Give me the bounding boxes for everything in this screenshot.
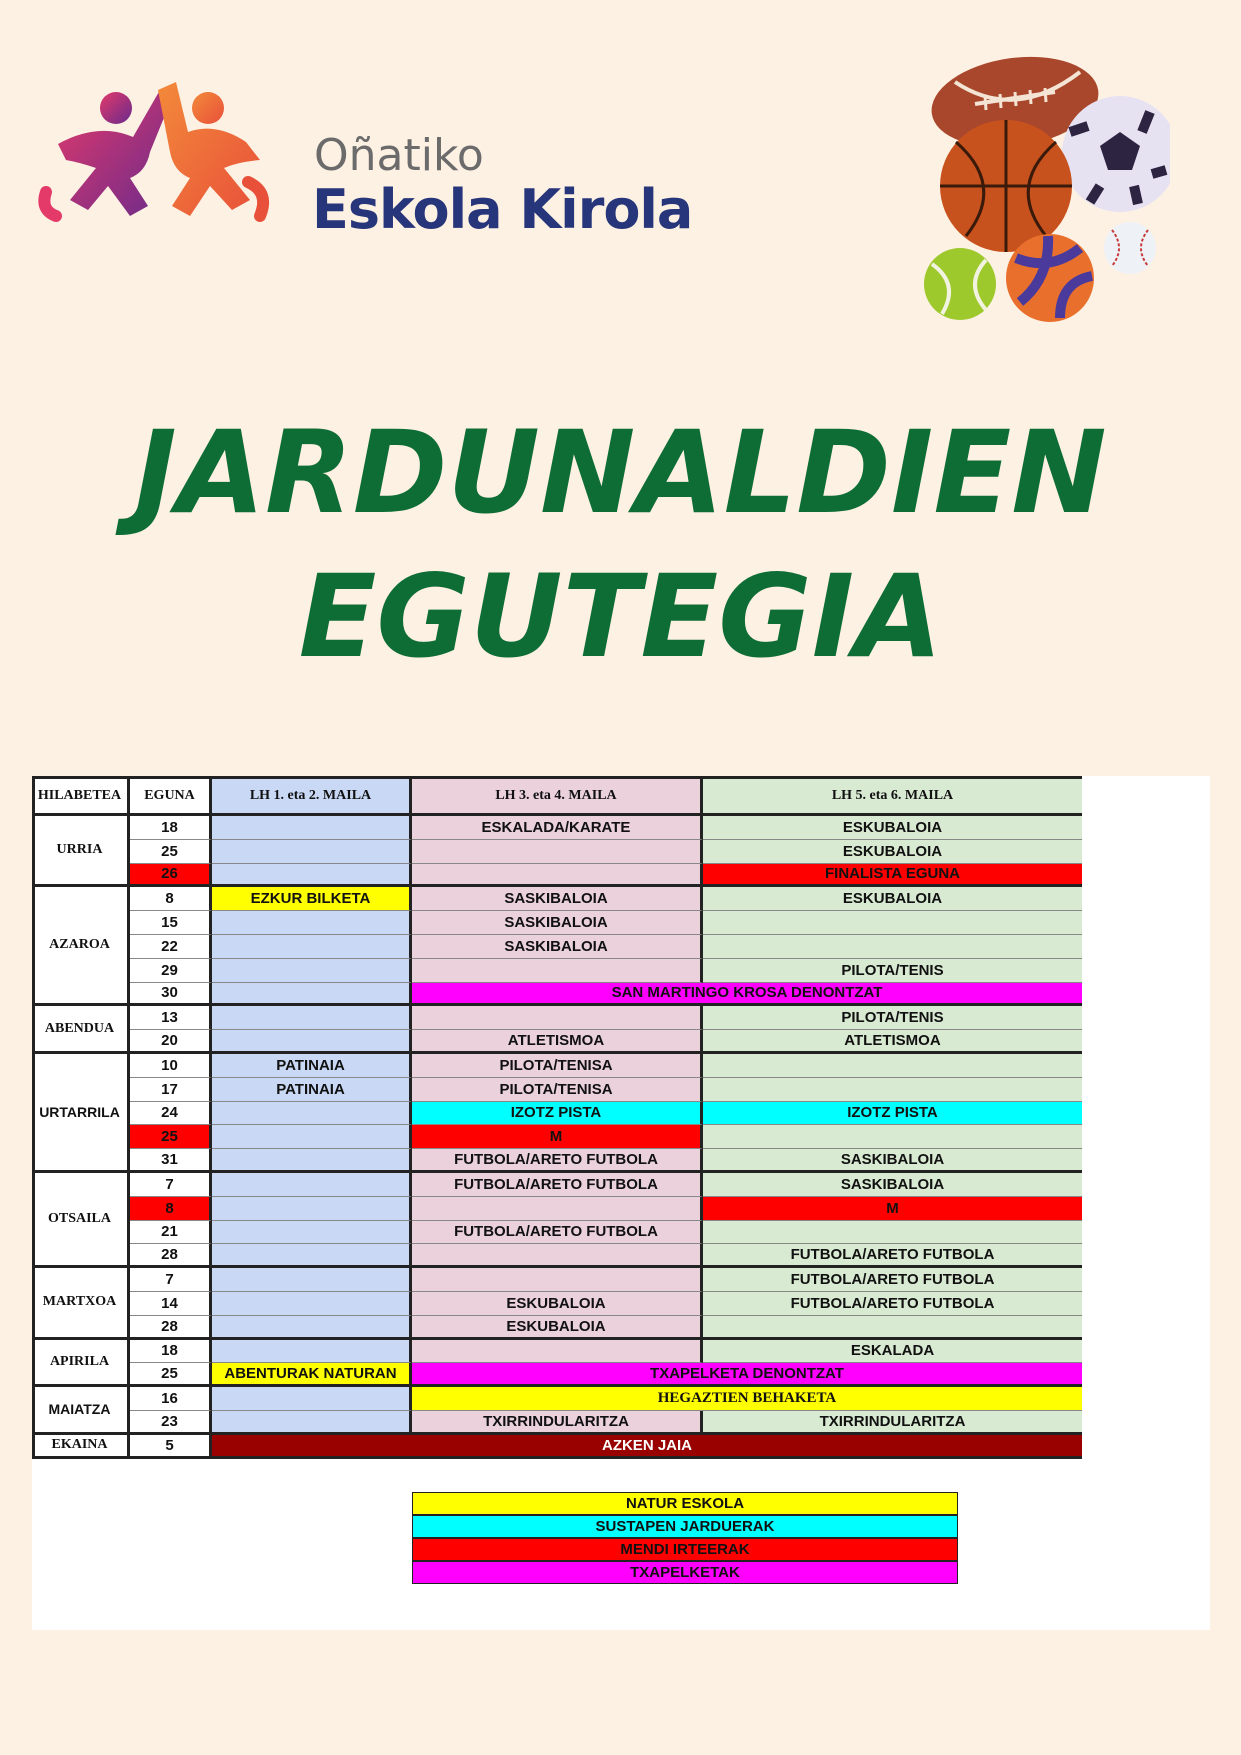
activity-cell-lh34: ESKALADA/KARATE (412, 816, 703, 840)
day-cell: 30 (130, 983, 212, 1007)
day-cell: 22 (130, 935, 212, 959)
activity-cell-lh12 (212, 1387, 412, 1411)
activity-cell-lh12 (212, 1221, 412, 1245)
column-header: HILABETEA (32, 779, 130, 816)
day-cell: 8 (130, 1197, 212, 1221)
activity-cell-lh34 (412, 864, 703, 888)
column-header: LH 5. eta 6. MAILA (703, 779, 1082, 816)
activity-cell-lh34 (412, 1197, 703, 1221)
activity-cell-lh34 (412, 840, 703, 864)
sports-balls-illustration (920, 52, 1170, 327)
day-cell: 20 (130, 1030, 212, 1054)
day-cell: 25 (130, 1125, 212, 1149)
activity-cell-lh12 (212, 840, 412, 864)
legend-item: NATUR ESKOLA (412, 1492, 958, 1515)
activity-cell-lh12 (212, 1197, 412, 1221)
day-cell: 29 (130, 959, 212, 983)
activity-cell-lh12 (212, 935, 412, 959)
activity-cell-lh12 (212, 1411, 412, 1435)
activity-cell-lh56 (703, 911, 1082, 935)
logo-line2: Eskola Kirola (312, 178, 693, 241)
legend-item: SUSTAPEN JARDUERAK (412, 1515, 958, 1538)
day-cell: 26 (130, 864, 212, 888)
activity-cell-lh56: PILOTA/TENIS (703, 1006, 1082, 1030)
day-cell: 13 (130, 1006, 212, 1030)
day-cell: 25 (130, 1363, 212, 1387)
day-cell: 7 (130, 1268, 212, 1292)
column-header: EGUNA (130, 779, 212, 816)
activity-cell-lh56: ESKUBALOIA (703, 887, 1082, 911)
activity-cell-lh12 (212, 1173, 412, 1197)
activity-cell-lh56 (703, 935, 1082, 959)
calendar-sheet (32, 776, 1210, 1630)
activity-cell-lh56 (703, 1078, 1082, 1102)
activity-cell-lh34: PILOTA/TENISA (412, 1078, 703, 1102)
day-cell: 8 (130, 887, 212, 911)
activity-cell-lh12 (212, 1244, 412, 1268)
activity-cell-lh34 (412, 1244, 703, 1268)
activity-cell-lh34: M (412, 1125, 703, 1149)
activity-cell-lh34: ESKUBALOIA (412, 1316, 703, 1340)
activity-cell-lh34: FUTBOLA/ARETO FUTBOLA (412, 1221, 703, 1245)
day-cell: 31 (130, 1149, 212, 1173)
day-cell: 24 (130, 1102, 212, 1126)
activity-cell-lh56: SASKIBALOIA (703, 1173, 1082, 1197)
basketball-icon (940, 120, 1072, 252)
activity-cell-lh56: IZOTZ PISTA (703, 1102, 1082, 1126)
day-cell: 21 (130, 1221, 212, 1245)
activity-cell-lh34: PILOTA/TENISA (412, 1054, 703, 1078)
activity-cell-lh34 (412, 959, 703, 983)
activity-cell-lh12 (212, 1268, 412, 1292)
month-cell: AZAROA (32, 887, 130, 1006)
day-cell: 28 (130, 1316, 212, 1340)
activity-cell-lh34 (412, 1340, 703, 1364)
activity-cell-lh34: FUTBOLA/ARETO FUTBOLA (412, 1149, 703, 1173)
activity-cell-lh56: FUTBOLA/ARETO FUTBOLA (703, 1244, 1082, 1268)
day-cell: 18 (130, 816, 212, 840)
activity-cell-lh12 (212, 1006, 412, 1030)
day-cell: 23 (130, 1411, 212, 1435)
activity-cell-lh56: FUTBOLA/ARETO FUTBOLA (703, 1292, 1082, 1316)
activity-cell-lh12 (212, 1149, 412, 1173)
activity-cell-lh3456: SAN MARTINGO KROSA DENONTZAT (412, 983, 1082, 1007)
activity-cell-lh56 (703, 1125, 1082, 1149)
activity-cell-lh12 (212, 959, 412, 983)
activity-cell-lh56: ATLETISMOA (703, 1030, 1082, 1054)
day-cell: 28 (130, 1244, 212, 1268)
activity-cell-lh34: SASKIBALOIA (412, 887, 703, 911)
page-title-line2: EGUTEGIA (298, 550, 943, 683)
month-cell: URRIA (32, 816, 130, 887)
activity-cell-lh12 (212, 816, 412, 840)
day-cell: 10 (130, 1054, 212, 1078)
activity-cell-lh34 (412, 1006, 703, 1030)
month-cell: ABENDUA (32, 1006, 130, 1054)
activity-cell-lh12: ABENTURAK NATURAN (212, 1363, 412, 1387)
activity-cell-lh56 (703, 1054, 1082, 1078)
activity-cell-lh12 (212, 1340, 412, 1364)
column-header: LH 3. eta 4. MAILA (412, 779, 703, 816)
legend-item: TXAPELKETAK (412, 1561, 958, 1584)
month-cell: APIRILA (32, 1340, 130, 1388)
activity-cell-lh34: SASKIBALOIA (412, 935, 703, 959)
day-cell: 17 (130, 1078, 212, 1102)
legend-item: MENDI IRTEERAK (412, 1538, 958, 1561)
day-cell: 25 (130, 840, 212, 864)
month-cell: MARTXOA (32, 1268, 130, 1339)
activity-cell-lh56: TXIRRINDULARITZA (703, 1411, 1082, 1435)
activity-cell-lh34: ATLETISMOA (412, 1030, 703, 1054)
month-cell: EKAINA (32, 1435, 130, 1459)
activity-cell-lh3456: TXAPELKETA DENONTZAT (412, 1363, 1082, 1387)
column-header: LH 1. eta 2. MAILA (212, 779, 412, 816)
runner-figure-right-icon (158, 82, 263, 216)
runner-figure-left-icon (44, 90, 172, 216)
activity-cell-lh12 (212, 1125, 412, 1149)
activity-cell-lh56: SASKIBALOIA (703, 1149, 1082, 1173)
day-cell: 18 (130, 1340, 212, 1364)
volleyball-icon (1006, 234, 1094, 322)
day-cell: 7 (130, 1173, 212, 1197)
activity-cell-all: AZKEN JAIA (212, 1435, 1082, 1459)
day-cell: 5 (130, 1435, 212, 1459)
activity-cell-lh56: FINALISTA EGUNA (703, 864, 1082, 888)
day-cell: 14 (130, 1292, 212, 1316)
activity-cell-lh34: ESKUBALOIA (412, 1292, 703, 1316)
baseball-icon (1104, 222, 1156, 274)
month-cell: OTSAILA (32, 1173, 130, 1268)
activity-cell-lh12: PATINAIA (212, 1054, 412, 1078)
activity-cell-lh3456: HEGAZTIEN BEHAKETA (412, 1387, 1082, 1411)
activity-cell-lh34: IZOTZ PISTA (412, 1102, 703, 1126)
activity-cell-lh56: PILOTA/TENIS (703, 959, 1082, 983)
activity-cell-lh12 (212, 1292, 412, 1316)
activity-cell-lh34: TXIRRINDULARITZA (412, 1411, 703, 1435)
activity-cell-lh56: M (703, 1197, 1082, 1221)
activity-cell-lh34 (412, 1268, 703, 1292)
activity-cell-lh12 (212, 864, 412, 888)
month-cell: MAIATZA (32, 1387, 130, 1435)
day-cell: 15 (130, 911, 212, 935)
activity-cell-lh34: FUTBOLA/ARETO FUTBOLA (412, 1173, 703, 1197)
activity-cell-lh56: ESKUBALOIA (703, 840, 1082, 864)
page-title-line1: JARDUNALDIEN (134, 406, 1107, 539)
activity-cell-lh34: SASKIBALOIA (412, 911, 703, 935)
activity-cell-lh56: ESKUBALOIA (703, 816, 1082, 840)
table-left-rule (32, 776, 35, 1459)
activity-cell-lh56 (703, 1316, 1082, 1340)
activity-cell-lh56: FUTBOLA/ARETO FUTBOLA (703, 1268, 1082, 1292)
month-cell: URTARRILA (32, 1054, 130, 1173)
activity-cell-lh56 (703, 1221, 1082, 1245)
activity-cell-lh12: PATINAIA (212, 1078, 412, 1102)
activity-cell-lh56: ESKALADA (703, 1340, 1082, 1364)
activity-cell-lh12 (212, 911, 412, 935)
logo-line1: Oñatiko (314, 130, 484, 181)
activity-cell-lh12: EZKUR BILKETA (212, 887, 412, 911)
tennis-ball-icon (924, 248, 996, 320)
activity-cell-lh12 (212, 983, 412, 1007)
activity-cell-lh12 (212, 1316, 412, 1340)
day-cell: 16 (130, 1387, 212, 1411)
activity-cell-lh12 (212, 1102, 412, 1126)
activity-cell-lh12 (212, 1030, 412, 1054)
